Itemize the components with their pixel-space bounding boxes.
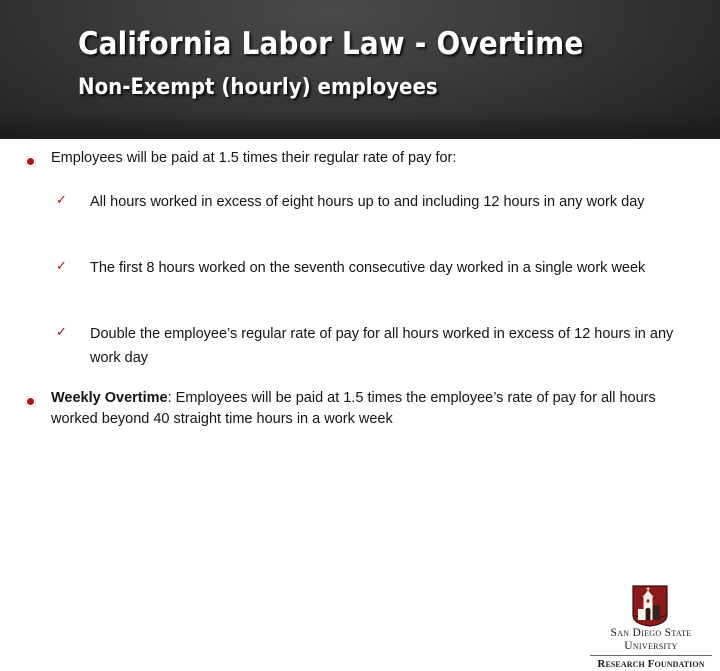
list-item	[56, 256, 701, 280]
bullseye-bullet-icon	[25, 388, 51, 409]
list-item-label: Employees will be paid at 1.5 times their regular rate of pay for:	[51, 150, 457, 166]
logo-line-university-1: San Diego State	[610, 627, 692, 639]
list-item-label: Double the employee’s regular rate of pay for all hours worked in excess of 12 hours in any work day	[90, 326, 674, 366]
mission-tower-shield-icon	[632, 585, 668, 627]
list-item-lead: Weekly Overtime	[51, 390, 168, 406]
list-item-label: All hours worked in excess of eight hours up to and including 12 hours in any work day	[90, 194, 645, 210]
logo-wordmark	[588, 627, 714, 671]
list-item	[56, 190, 701, 214]
logo-divider	[590, 655, 712, 656]
check-bullet-icon: ✓	[56, 258, 67, 273]
sdsu-research-foundation-logo	[588, 585, 714, 671]
list-item-label	[51, 388, 697, 430]
page-title: California Labor Law - Overtime	[78, 26, 584, 62]
logo-line-university-2: University	[624, 640, 678, 652]
list-item	[25, 388, 697, 430]
list-item-rest: : Employees will be paid at 1.5 times the employee’s rate of pay for all hours worked beyond 40 straight time hours in a work week	[51, 390, 656, 427]
check-bullet-icon: ✓	[56, 192, 67, 207]
logo-line-research-foundation: Research Foundation	[597, 658, 705, 670]
slide-body	[0, 139, 720, 670]
list-item	[56, 322, 701, 370]
check-bullet-icon: ✓	[56, 324, 67, 339]
slide-header	[0, 0, 720, 139]
list-item-label: The first 8 hours worked on the seventh consecutive day worked in a single work week	[90, 260, 646, 276]
page-subtitle: Non-Exempt (hourly) employees	[78, 75, 438, 100]
list-item	[25, 148, 697, 169]
bullseye-bullet-icon	[25, 148, 51, 169]
